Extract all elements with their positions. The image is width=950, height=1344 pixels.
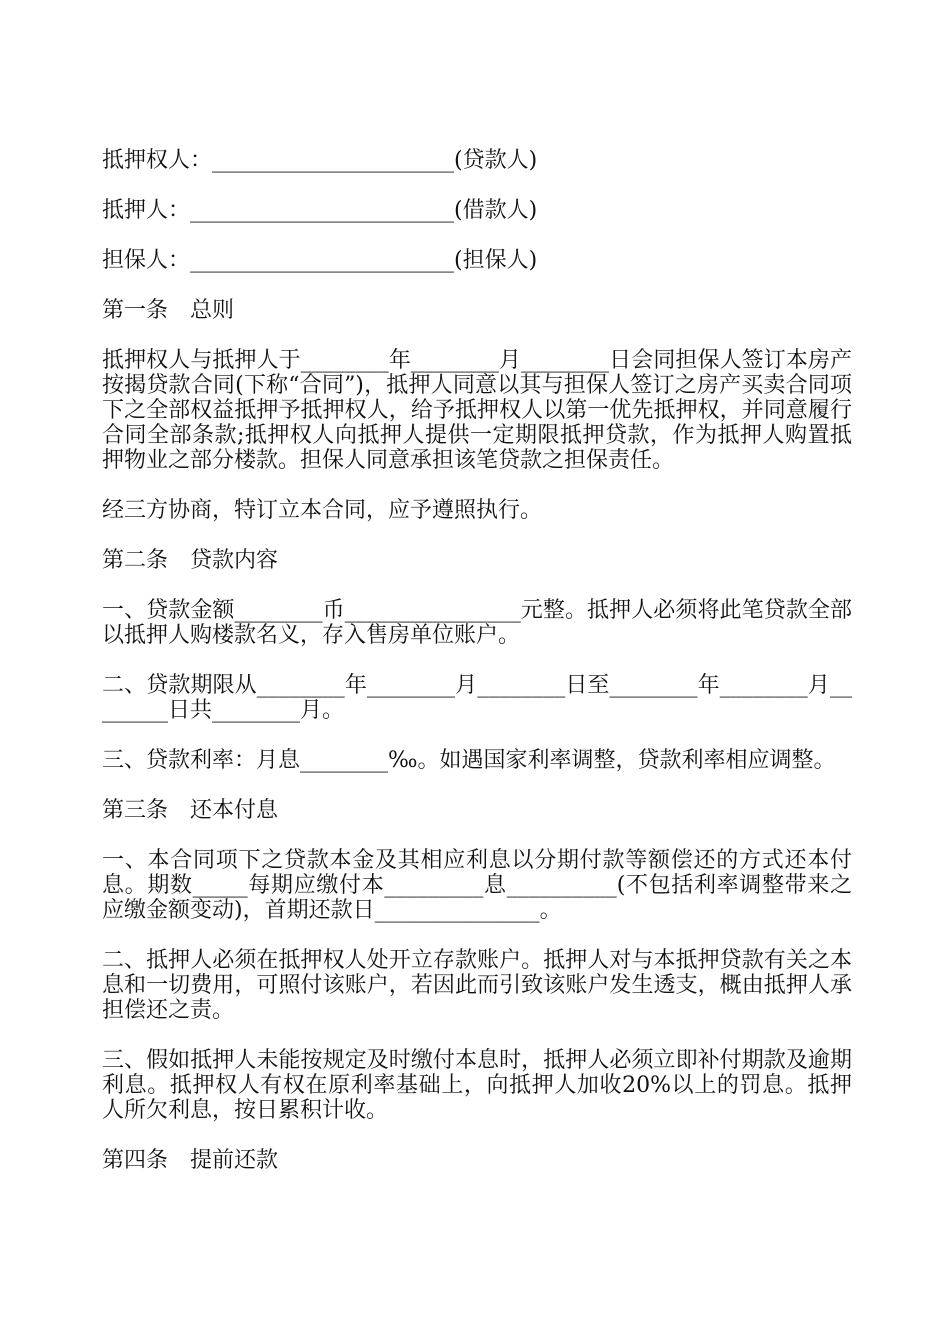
article-4-heading: 第四条 提前还款 (102, 1148, 279, 1173)
party-guarantor: 担保人：________________________(担保人) (102, 248, 538, 273)
article-3-paragraph-2: 二、抵押人必须在抵押权人处开立存款账户。抵押人对与本抵押贷款有关之本息和一切费用，可照付该账户，若因此而引致该账户发生透支，概由抵押人承担偿还之责。 (102, 948, 852, 1023)
article-1-heading: 第一条 总则 (102, 298, 235, 323)
article-1-paragraph-2: 经三方协商，特订立本合同，应予遵照执行。 (102, 498, 543, 523)
contract-page (102, 148, 852, 1198)
article-2-heading: 第二条 贷款内容 (102, 548, 279, 573)
article-3-paragraph-3: 三、假如抵押人未能按规定及时缴付本息时，抵押人必须立即补付期款及逾期利息。抵押权人有权在原利率基础上，向抵押人加收20%以上的罚息。抵押人所欠利息，按日累积计收。 (102, 1048, 852, 1123)
article-2-paragraph-1: 一、贷款金额________币________________元整。抵押人必须将此笔贷款全部以抵押人购楼款名义，存入售房单位账户。 (102, 598, 852, 648)
article-3-paragraph-1: 一、本合同项下之贷款本金及其相应利息以分期付款等额偿还的方式还本付息。期数_____每期应缴付本_________息__________(不包括利率调整带来之应缴金额变动)，首期还款日_______________。 (102, 848, 852, 923)
article-1-paragraph-1: 抵押权人与抵押人于________年________月________日会同担保人签订本房产按揭贷款合同(下称“合同”)，抵押人同意以其与担保人签订之房产买卖合同项下之全部权益抵押予抵押权人，给予抵押权人以第一优先抵押权，并同意履行合同全部条款;抵押权人向抵押人提供一定期限抵押贷款，作为抵押人购置抵押物业之部分楼款。担保人同意承担该笔贷款之担保责任。 (102, 348, 852, 473)
article-2-paragraph-2: 二、贷款期限从________年________月________日至________年________月________日共________月。 (102, 673, 852, 723)
party-mortgagor: 抵押人：________________________(借款人) (102, 198, 538, 223)
article-2-paragraph-3: 三、贷款利率：月息________‰。如遇国家利率调整，贷款利率相应调整。 (102, 748, 836, 773)
article-3-heading: 第三条 还本付息 (102, 798, 279, 823)
party-mortgagee: 抵押权人：______________________(贷款人) (102, 148, 538, 173)
